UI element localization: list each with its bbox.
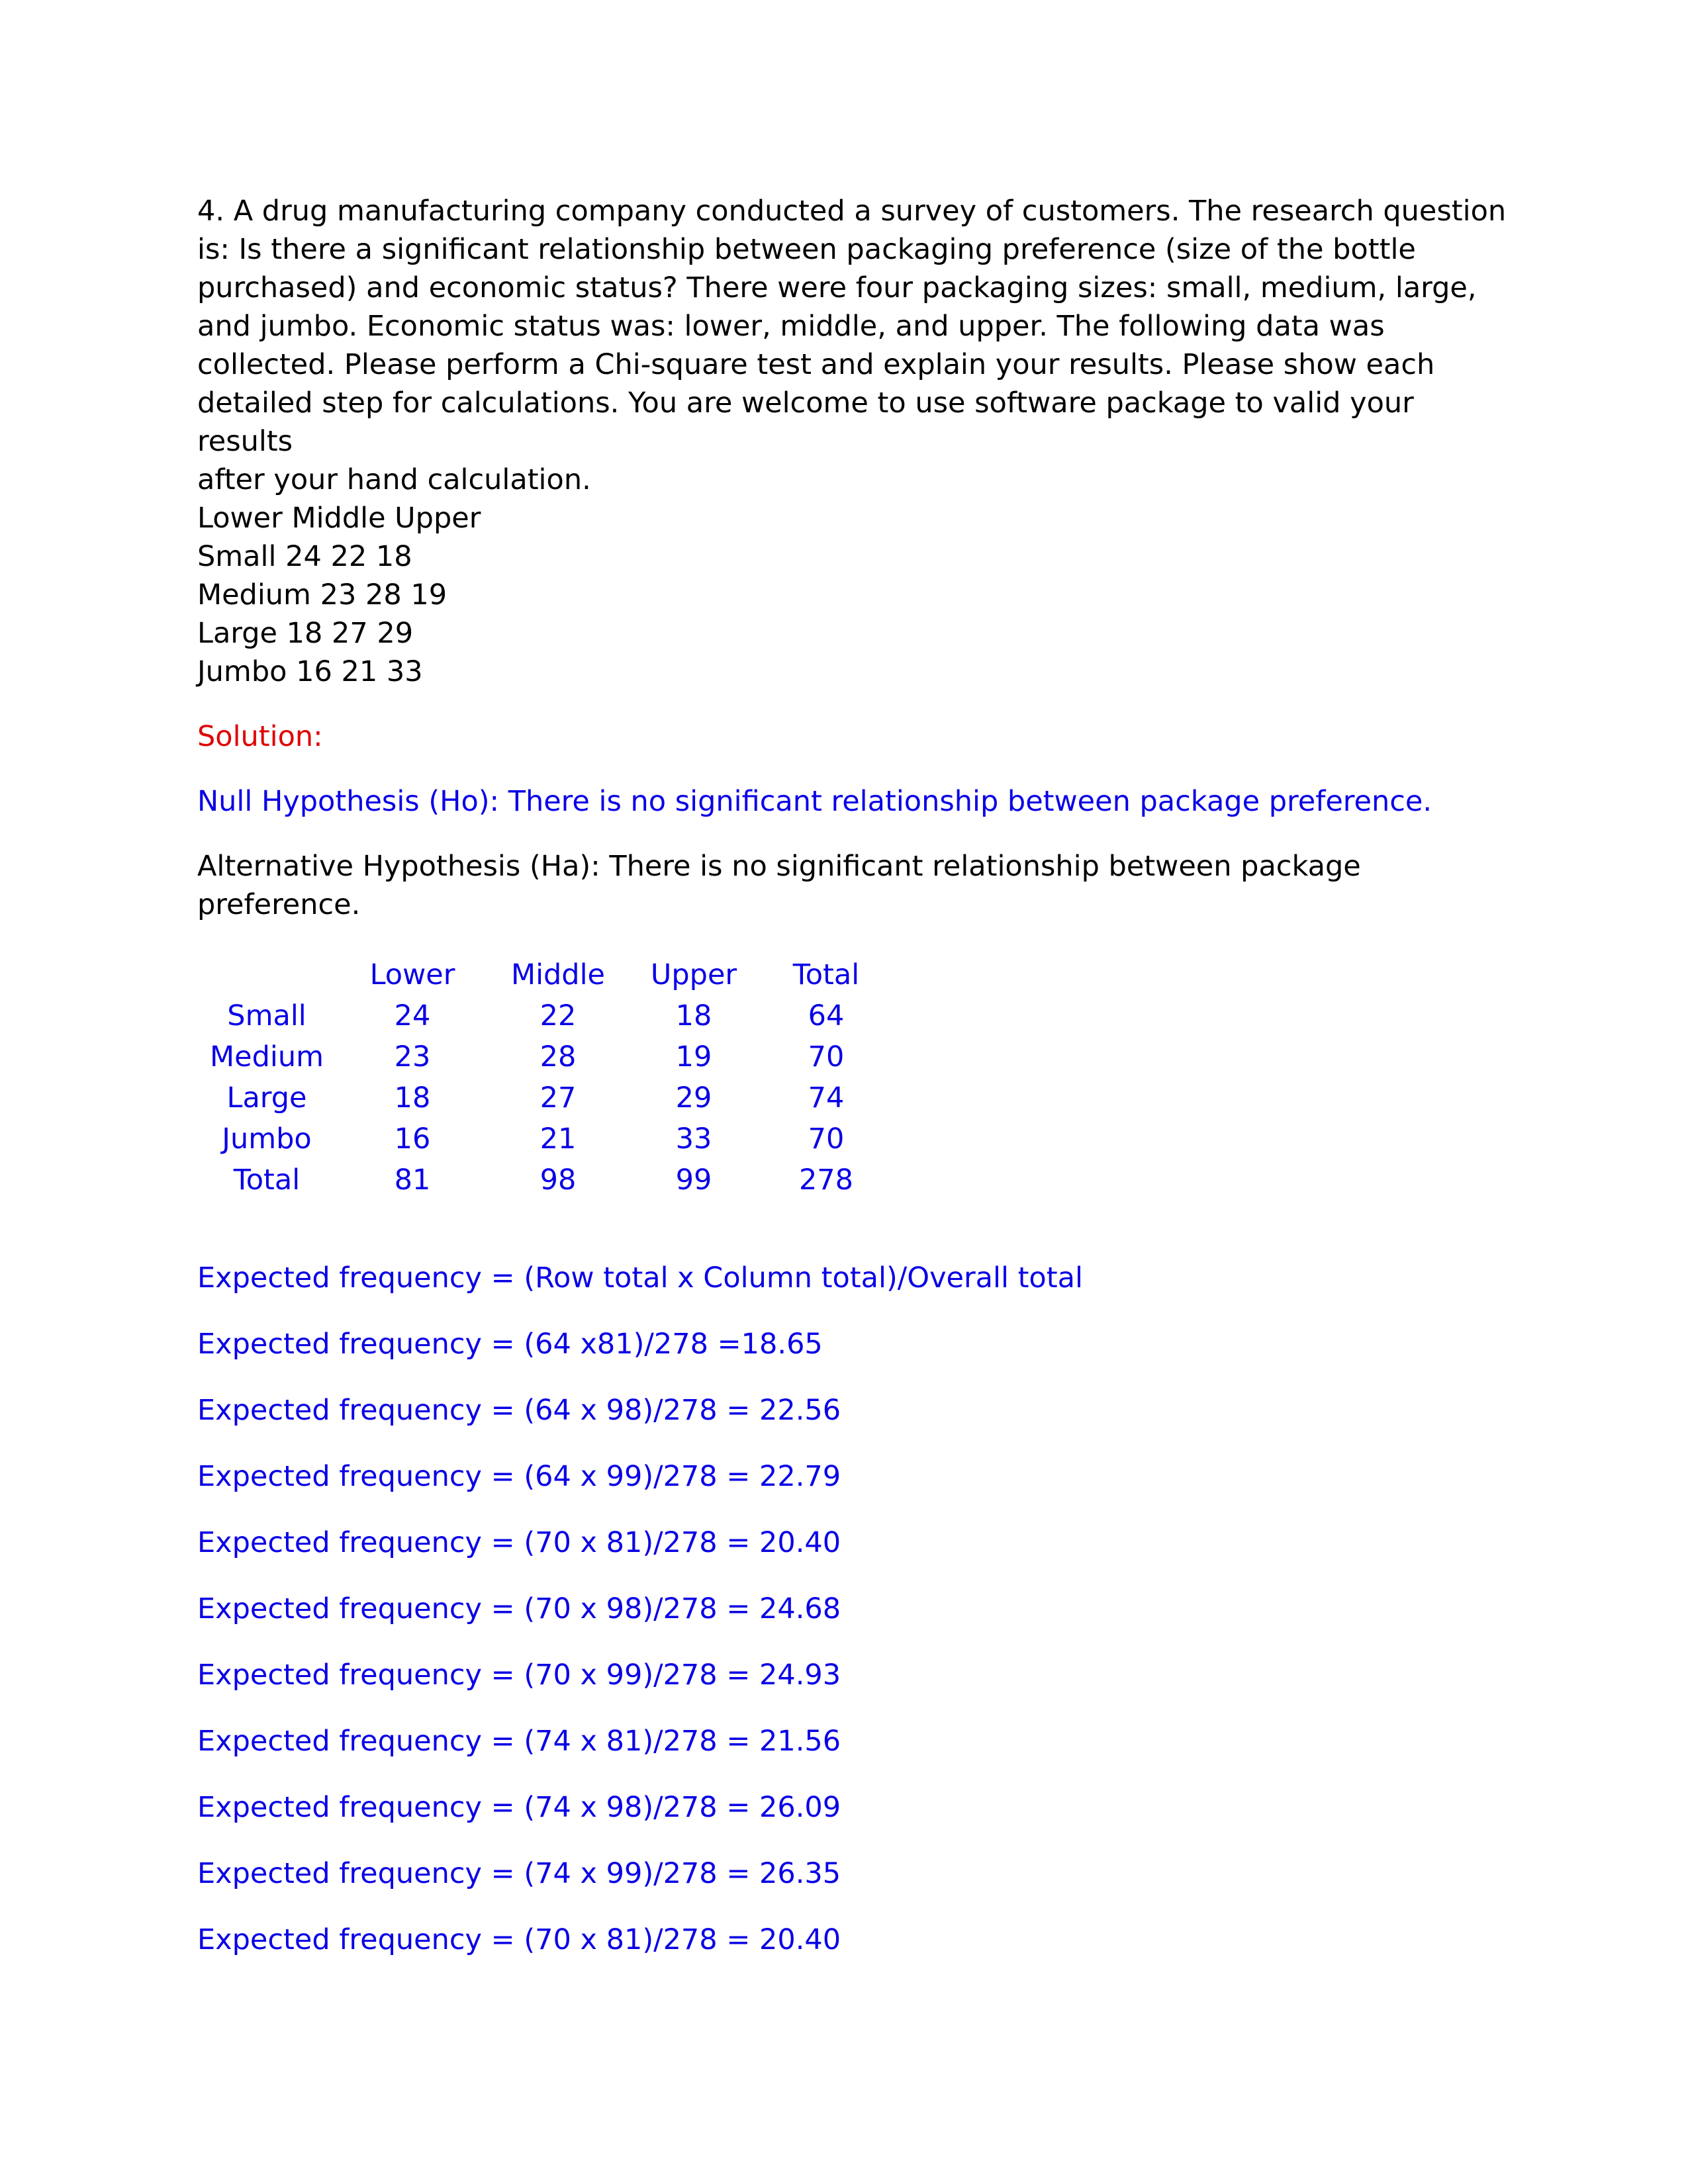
table-cell: 18: [394, 1081, 431, 1115]
expected-frequency-calc: Expected frequency = (64 x 98)/278 = 22.56: [197, 1394, 841, 1427]
table-cell: Large: [226, 1081, 307, 1115]
table-header-cell: Lower: [369, 958, 455, 991]
question-line: purchased) and economic status? There were four packaging sizes: small, medium, large,: [197, 271, 1477, 304]
table-cell: 99: [675, 1163, 712, 1197]
table-cell: 18: [675, 999, 712, 1032]
raw-data-header: Lower Middle Upper: [197, 502, 481, 535]
expected-frequency-calc: Expected frequency = (74 x 81)/278 = 21.56: [197, 1725, 841, 1758]
table-total-row: [197, 1160, 892, 1201]
table-header-cell: Middle: [510, 958, 606, 991]
expected-frequency-calc: Expected frequency = (70 x 81)/278 = 20.40: [197, 1923, 841, 1956]
raw-data-row: Small 24 22 18: [197, 540, 412, 573]
expected-frequency-calc: Expected frequency = (64 x 99)/278 = 22.79: [197, 1460, 841, 1493]
table-cell: 23: [394, 1040, 431, 1073]
table-header-cell: Upper: [650, 958, 737, 991]
raw-data-lines: [197, 499, 1508, 691]
raw-data-row: Jumbo 16 21 33: [197, 655, 423, 688]
table-row: [197, 1077, 892, 1118]
table-cell: Medium: [210, 1040, 324, 1073]
question-paragraph: [197, 192, 1508, 499]
expected-frequency-calc: Expected frequency = (70 x 99)/278 = 24.93: [197, 1659, 841, 1692]
question-line: collected. Please perform a Chi-square test and explain your results. Please show each: [197, 348, 1435, 381]
table-cell: 98: [539, 1163, 577, 1197]
expected-frequency-calc: Expected frequency = (64 x81)/278 =18.65: [197, 1328, 823, 1361]
table-cell: Jumbo: [222, 1122, 312, 1156]
alternative-hypothesis: Alternative Hypothesis (Ha): There is no significant relationship between package preference.: [197, 850, 1361, 921]
table-cell: 70: [808, 1122, 845, 1156]
table-row: [197, 1036, 892, 1077]
table-cell: Small: [227, 999, 306, 1032]
table-cell: 70: [808, 1040, 845, 1073]
table-cell: 27: [539, 1081, 577, 1115]
raw-data-row: Large 18 27 29: [197, 617, 414, 650]
table-cell: 19: [675, 1040, 712, 1073]
question-line: after your hand calculation.: [197, 463, 591, 496]
table-cell: 81: [394, 1163, 431, 1197]
expected-frequency-formula: Expected frequency = (Row total x Column total)/Overall total: [197, 1261, 1083, 1295]
table-row: [197, 1118, 892, 1160]
question-line: 4. A drug manufacturing company conducted a survey of customers. The research question: [197, 195, 1507, 228]
table-cell: 16: [394, 1122, 431, 1156]
expected-frequency-calc: Expected frequency = (74 x 99)/278 = 26.35: [197, 1857, 841, 1890]
expected-frequency-calc: Expected frequency = (70 x 81)/278 = 20.40: [197, 1526, 841, 1559]
solution-heading: Solution:: [197, 720, 323, 753]
question-line: is: Is there a significant relationship between packaging preference (size of the bottle: [197, 233, 1416, 266]
table-cell: 33: [675, 1122, 712, 1156]
table-cell: Total: [233, 1163, 301, 1197]
table-header-cell: Total: [792, 958, 860, 991]
table-cell: 22: [539, 999, 577, 1032]
table-header-row: [197, 954, 892, 995]
raw-data-row: Medium 23 28 19: [197, 578, 447, 612]
expected-frequency-calc: Expected frequency = (70 x 98)/278 = 24.68: [197, 1592, 841, 1625]
table-cell: 21: [539, 1122, 577, 1156]
table-cell: 64: [808, 999, 845, 1032]
question-line: detailed step for calculations. You are welcome to use software package to valid your results: [197, 387, 1414, 458]
null-hypothesis: Null Hypothesis (Ho): There is no significant relationship between package preference.: [197, 785, 1432, 818]
table-cell: 74: [808, 1081, 845, 1115]
table-header-cell: [197, 954, 336, 995]
table-cell: 28: [539, 1040, 577, 1073]
expected-frequency-calc: Expected frequency = (74 x 98)/278 = 26.09: [197, 1791, 841, 1824]
table-cell: 29: [675, 1081, 712, 1115]
table-cell: 24: [394, 999, 431, 1032]
table-cell: 278: [798, 1163, 854, 1197]
document-page: [197, 192, 1508, 1959]
question-line: and jumbo. Economic status was: lower, middle, and upper. The following data was: [197, 310, 1385, 343]
table-row: [197, 995, 892, 1036]
frequency-table: [197, 954, 892, 1201]
